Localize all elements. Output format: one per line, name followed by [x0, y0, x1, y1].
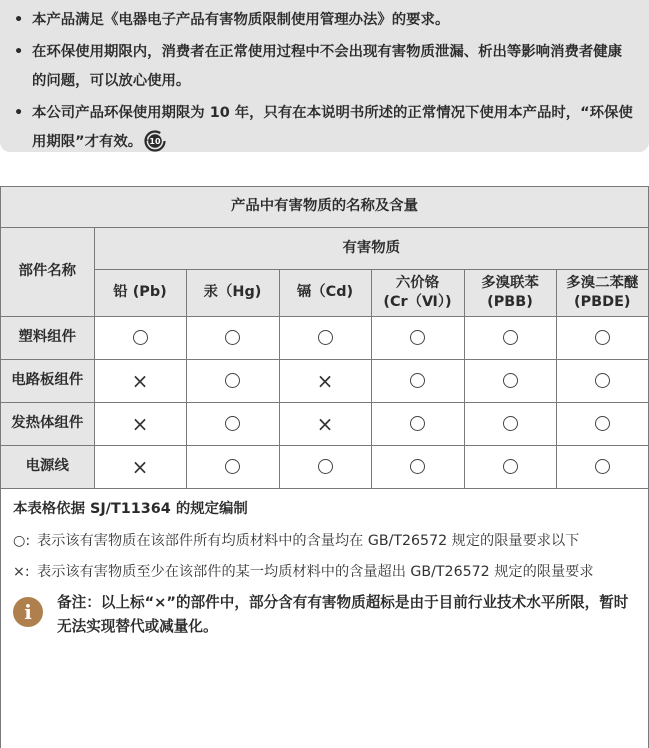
eco-10-years-icon: [144, 130, 166, 152]
substance-mark-cell: [464, 402, 556, 445]
notice-text-3-body: 本公司产品环保使用期限为 10 年，只有在本说明书所述的正常情况下使用本产品时，“环保使用期限”才有效。: [32, 105, 633, 150]
part-name-cell: 电路板组件: [1, 359, 94, 402]
substance-mark-cell: [464, 316, 556, 359]
circle-mark-icon: [410, 416, 425, 431]
circle-mark-icon: [595, 416, 610, 431]
environmental-notice-box: [0, 0, 649, 152]
table-row: [1, 359, 648, 402]
circle-mark-icon: [225, 330, 240, 345]
substance-formula: (PBDE): [574, 293, 631, 310]
substance-mark-cell: [94, 402, 186, 445]
substance-mark-cell: [186, 359, 279, 402]
substance-name: 六价铬: [395, 274, 440, 291]
substance-header-0: [94, 269, 186, 316]
substance-mark-cell: [464, 359, 556, 402]
notice-text-2: 在环保使用期限内，消费者在正常使用过程中不会出现有害物质泄漏、析出等影响消费者健康的问题，可以放心使用。: [32, 44, 623, 89]
table-row: [1, 402, 648, 445]
substance-mark-cell: [556, 359, 648, 402]
bullet: •: [14, 44, 24, 60]
substance-mark-cell: [556, 316, 648, 359]
substance-header-4: [464, 269, 556, 316]
circle-mark-icon: [133, 330, 148, 345]
cross-mark-icon: ×: [131, 411, 149, 436]
circle-mark-icon: [410, 373, 425, 388]
hazardous-substance-section: [0, 186, 649, 748]
substance-mark-cell: [279, 445, 371, 488]
substance-mark-cell: [556, 445, 648, 488]
cross-mark-icon: ×: [316, 411, 334, 436]
circle-mark-icon: [318, 330, 333, 345]
substance-mark-cell: [464, 445, 556, 488]
notes-section: [1, 489, 648, 639]
legend-circle-text: 表示该有害物质在该部件所有均质材料中的含量均在 GB/T26572 规定的限量要求以下: [37, 532, 580, 549]
circle-mark-icon: [225, 373, 240, 388]
substance-mark-cell: [94, 316, 186, 359]
remark: [13, 591, 634, 639]
table-row: [1, 445, 648, 488]
bullet: •: [14, 105, 24, 121]
notice-text-1: 本产品满足《电器电子产品有害物质限制使用管理办法》的要求。: [32, 12, 450, 28]
substance-mark-cell: [279, 402, 371, 445]
substance-header-5: [556, 269, 648, 316]
info-icon: i: [13, 597, 43, 627]
circle-mark-icon: [503, 416, 518, 431]
substance-mark-cell: [186, 316, 279, 359]
circle-mark-icon: [225, 459, 240, 474]
legend-cross-symbol: ×:: [13, 563, 30, 580]
substance-mark-cell: [94, 359, 186, 402]
circle-mark-icon: [503, 330, 518, 345]
substance-mark-cell: [371, 402, 464, 445]
circle-mark-icon: [595, 330, 610, 345]
table-row: [1, 316, 648, 359]
notice-item: [10, 99, 635, 157]
notice-item: [10, 6, 635, 35]
substance-name: 多溴联苯: [481, 274, 539, 291]
circle-mark-icon: [225, 416, 240, 431]
substance-mark-cell: [279, 316, 371, 359]
cross-mark-icon: ×: [316, 368, 334, 393]
substance-formula: (Cr（Ⅵ）): [383, 293, 452, 310]
substance-mark-cell: [186, 445, 279, 488]
eco-logo-number: 10: [149, 136, 161, 146]
table-title: 产品中有害物质的名称及含量: [1, 187, 648, 227]
part-name-cell: 发热体组件: [1, 402, 94, 445]
substance-mark-cell: [186, 402, 279, 445]
bullet: •: [14, 12, 24, 28]
substance-group-header: 有害物质: [94, 227, 648, 269]
legend-circle-symbol: ○:: [13, 532, 31, 549]
circle-mark-icon: [318, 459, 333, 474]
circle-mark-icon: [503, 459, 518, 474]
remark-text: 备注：以上标“×”的部件中，部分含有有害物质超标是由于目前行业技术水平所限，暂时无法实现替代或减量化。: [57, 593, 629, 635]
circle-mark-icon: [410, 459, 425, 474]
substance-mark-cell: [371, 359, 464, 402]
part-name-cell: 塑料组件: [1, 316, 94, 359]
legend-cross-text: 表示该有害物质至少在该部件的某一均质材料中的含量超出 GB/T26572 规定的限量要求: [37, 563, 594, 580]
substance-formula: (PBB): [487, 293, 533, 310]
cross-mark-icon: ×: [131, 368, 149, 393]
substance-mark-cell: [94, 445, 186, 488]
substance-mark-cell: [371, 445, 464, 488]
part-name-header: 部件名称: [1, 227, 94, 316]
notice-text-3: [32, 99, 635, 157]
notice-item: [10, 38, 635, 96]
substance-header-2: [279, 269, 371, 316]
substance-mark-cell: [556, 402, 648, 445]
circle-mark-icon: [410, 330, 425, 345]
substance-mark-cell: [371, 316, 464, 359]
cross-mark-icon: ×: [131, 454, 149, 479]
part-name-cell: 电源线: [1, 445, 94, 488]
circle-mark-icon: [503, 373, 518, 388]
substance-name: 铅 (Pb): [113, 284, 167, 300]
standard-basis: 本表格依据 SJ/T11364 的规定编制: [13, 500, 248, 517]
substance-name: 镉（Cd): [296, 284, 354, 300]
circle-mark-icon: [595, 373, 610, 388]
substance-header-1: [186, 269, 279, 316]
substance-header-3: [371, 269, 464, 316]
hazardous-substance-table: [1, 187, 648, 489]
legend-cross: [13, 562, 634, 583]
substance-mark-cell: [279, 359, 371, 402]
substance-name: 多溴二苯醚: [566, 274, 639, 291]
legend-circle: [13, 531, 634, 552]
substance-name: 汞（Hg): [203, 284, 262, 300]
circle-mark-icon: [595, 459, 610, 474]
